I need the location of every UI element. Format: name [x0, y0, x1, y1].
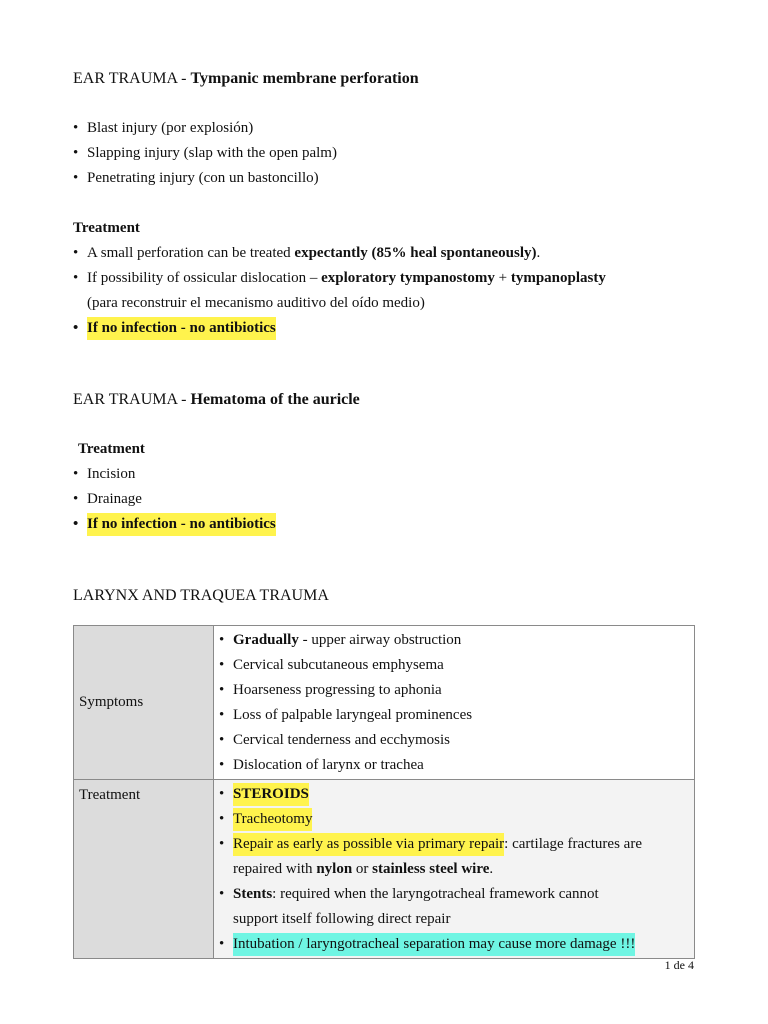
list-item	[214, 678, 694, 703]
title-prefix: EAR TRAUMA -	[73, 391, 191, 408]
list-item-text: Cervical subcutaneous emphysema	[233, 657, 444, 673]
section-title-larynx: LARYNX AND TRAQUEA TRAUMA	[73, 587, 329, 604]
list-item	[73, 464, 135, 484]
symptoms-cell	[214, 626, 695, 780]
bullet-icon: •	[219, 936, 225, 952]
bullet-icon: •	[73, 491, 79, 507]
page-number: 1 de 4	[664, 958, 694, 972]
bullet-icon: •	[73, 245, 79, 261]
list-item	[73, 118, 253, 138]
bullet-icon: •	[219, 732, 225, 748]
bold-text: tympanoplasty	[510, 270, 606, 286]
list-item	[73, 489, 142, 509]
list-item	[214, 832, 694, 857]
text: +	[494, 270, 511, 286]
row-label-text: Symptoms	[79, 694, 144, 710]
bold-text: Gradually	[233, 632, 299, 648]
list-item-text: Slapping injury (slap with the open palm)	[87, 145, 337, 161]
highlighted-text: Intubation / laryngotracheal separation may cause more damage !!!	[233, 933, 635, 956]
bold-text: stainless steel wire	[372, 861, 490, 877]
table-row-treatment	[74, 780, 695, 959]
list-item-text: Incision	[87, 466, 136, 482]
list-item	[214, 782, 694, 807]
larynx-trauma-table	[73, 625, 695, 959]
title-prefix: EAR TRAUMA -	[73, 70, 191, 87]
list-item-text: Blast injury (por explosión)	[87, 120, 254, 136]
bullet-icon: •	[219, 836, 225, 852]
bullet-icon: •	[219, 707, 225, 723]
list-item	[214, 703, 694, 728]
list-item-continuation: (para reconstruir el mecanismo auditivo del oído medio)	[87, 295, 425, 311]
bullet-icon: •	[219, 657, 225, 673]
highlighted-text: If no infection - no antibiotics	[87, 317, 276, 340]
text: A small perforation can be treated	[87, 245, 295, 261]
list-item	[214, 653, 694, 678]
list-item-text: Hoarseness progressing to aphonia	[233, 682, 442, 698]
list-item-text: Cervical tenderness and ecchymosis	[233, 732, 451, 748]
bullet-icon: •	[73, 320, 79, 336]
treatment-heading: Treatment	[78, 441, 145, 457]
list-item-text: Drainage	[87, 491, 142, 507]
text: .	[536, 245, 541, 261]
bullet-icon: •	[219, 786, 225, 802]
list-item-continuation	[214, 857, 694, 882]
list-item	[73, 268, 606, 288]
bullet-icon: •	[73, 516, 79, 532]
list-item	[214, 882, 694, 907]
text: repaired with	[233, 861, 317, 877]
text: .	[489, 861, 494, 877]
bullet-icon: •	[219, 757, 225, 773]
list-item-text: Loss of palpable laryngeal prominences	[233, 707, 473, 723]
text: If possibility of ossicular dislocation –	[87, 270, 322, 286]
text: - upper airway obstruction	[298, 632, 462, 648]
list-item	[214, 728, 694, 753]
table-row-symptoms	[74, 626, 695, 780]
section-title-tympanic	[73, 69, 419, 89]
text: : cartilage fractures are	[504, 836, 642, 852]
list-item	[73, 143, 337, 163]
highlighted-text: If no infection - no antibiotics	[87, 513, 276, 536]
bullet-icon: •	[219, 811, 225, 827]
list-item	[214, 753, 694, 778]
title-emphasis: Tympanic membrane perforation	[190, 70, 419, 87]
row-label-text: Treatment	[79, 787, 141, 803]
list-item	[214, 807, 694, 832]
treatment-cell	[214, 780, 695, 959]
highlighted-text: Repair as early as possible via primary repair	[233, 833, 504, 856]
bold-text: expectantly (85% heal spontaneously)	[294, 245, 537, 261]
list-item-text: Penetrating injury (con un bastoncillo)	[87, 170, 319, 186]
bullet-icon: •	[219, 682, 225, 698]
list-item-continuation: support itself following direct repair	[233, 911, 451, 927]
row-label-treatment	[74, 780, 214, 959]
text: or	[352, 861, 373, 877]
title-emphasis: Hematoma of the auricle	[190, 391, 360, 408]
bullet-icon: •	[73, 270, 79, 286]
bold-text: nylon	[316, 861, 353, 877]
text: : required when the laryngotracheal framework cannot	[272, 886, 599, 902]
bullet-icon: •	[219, 886, 225, 902]
highlighted-text: Tracheotomy	[233, 808, 312, 831]
bullet-icon: •	[73, 120, 79, 136]
list-item-text: Dislocation of larynx or trachea	[233, 757, 424, 773]
bullet-icon: •	[219, 632, 225, 648]
list-item	[73, 168, 319, 188]
row-label-symptoms	[74, 626, 214, 780]
bold-text: Stents	[233, 886, 273, 902]
list-item	[73, 243, 540, 263]
treatment-heading: Treatment	[73, 220, 140, 236]
bullet-icon: •	[73, 466, 79, 482]
highlighted-text: STEROIDS	[233, 783, 309, 806]
bold-text: exploratory tympanostomy	[321, 270, 495, 286]
bullet-icon: •	[73, 170, 79, 186]
bullet-icon: •	[73, 145, 79, 161]
list-item	[73, 318, 276, 338]
list-item	[214, 628, 694, 653]
list-item	[214, 932, 694, 957]
section-title-hematoma	[73, 390, 360, 410]
list-item	[73, 514, 276, 534]
